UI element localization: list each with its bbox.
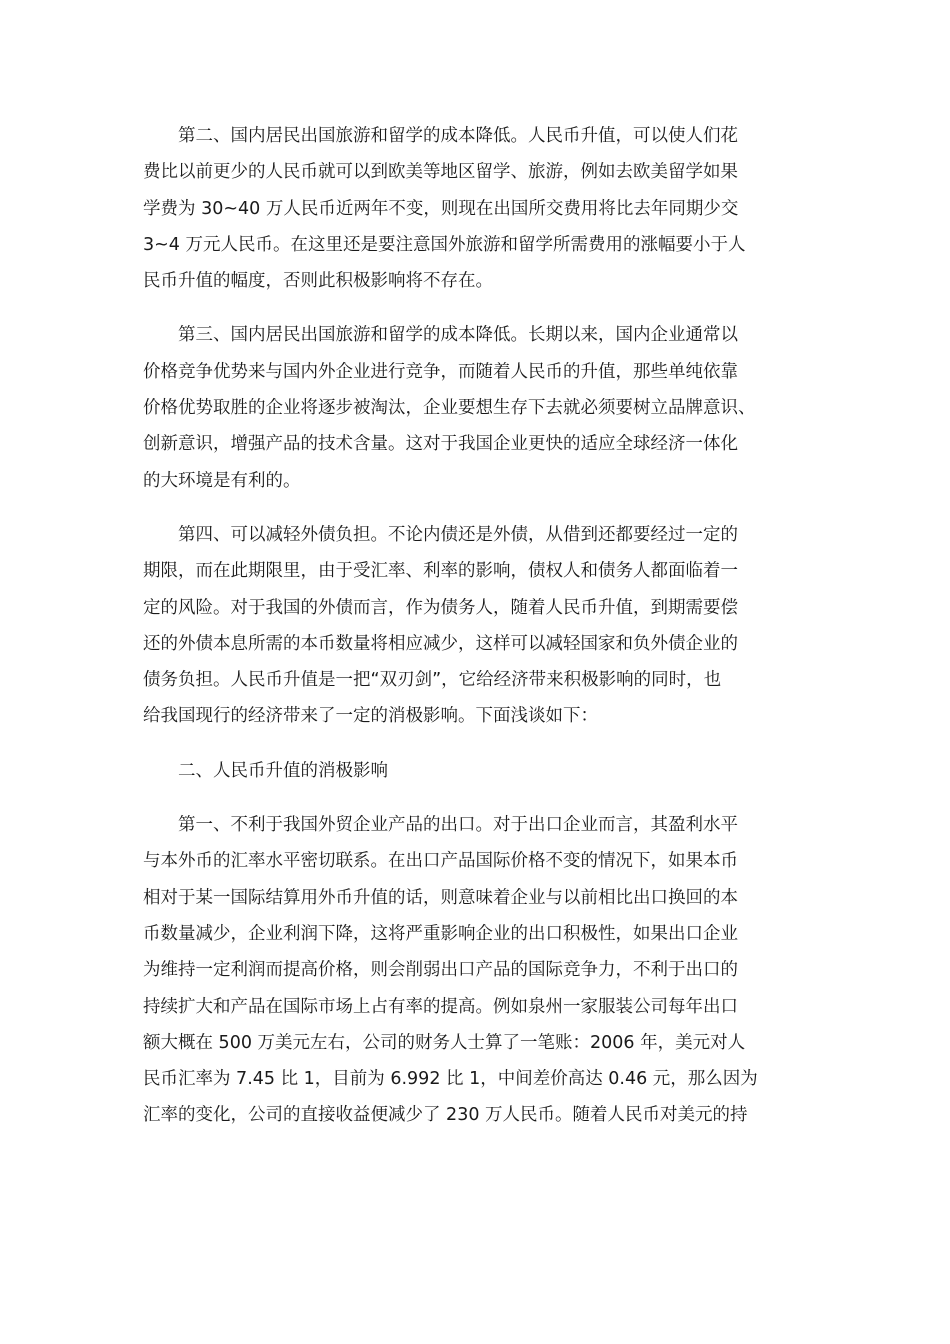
text-line: 第三、国内居民出国旅游和留学的成本降低。长期以来，国内企业通常以 [178,325,738,346]
text-line: 的大环境是有利的。 [143,470,301,491]
text-line: 汇率的变化，公司的直接收益便减少了 230 万人民币。随着人民币对美元的持 [143,1105,748,1126]
paragraph-third [143,317,809,498]
text-line: 价格优势取胜的企业将逐步被淘汰，企业要想生存下去就必须要树立品牌意识、 [143,398,756,419]
text-line: 第一、不利于我国外贸企业产品的出口。对于出口企业而言，其盈利水平 [178,815,738,836]
text-line: 民币汇率为 7.45 比 1，目前为 6.992 比 1，中间差价高达 0.46 元，那么因为 [143,1069,758,1090]
text-line: 为维持一定利润而提高价格，则会削弱出口产品的国际竞争力，不利于出口的 [143,960,738,981]
paragraph-fourth [143,517,809,735]
text-line: 债务负担。人民币升值是一把“双刃剑”，它给经济带来积极影响的同时，也 [143,670,722,691]
text-line: 与本外币的汇率水平密切联系。在出口产品国际价格不变的情况下，如果本币 [143,851,738,872]
text-line: 创新意识，增强产品的技术含量。这对于我国企业更快的适应全球经济一体化 [143,434,738,455]
text-line: 给我国现行的经济带来了一定的消极影响。下面浅谈如下： [143,706,598,727]
text-line: 3~4 万元人民币。在这里还是要注意国外旅游和留学所需费用的涨幅要小于人 [143,234,746,255]
section-heading: 二、人民币升值的消极影响 [178,760,388,781]
text-line: 额大概在 500 万美元左右，公司的财务人士算了一笔账：2006 年，美元对人 [143,1032,746,1053]
document-page [143,118,809,1152]
paragraph-first-negative [143,807,809,1134]
text-line: 还的外债本息所需的本币数量将相应减少，这样可以减轻国家和负外债企业的 [143,633,738,654]
text-line: 第二、国内居民出国旅游和留学的成本降低。人民币升值，可以使人们花 [178,126,738,146]
paragraph-second [143,118,809,299]
text-line: 费比以前更少的人民币就可以到欧美等地区留学、旅游，例如去欧美留学如果 [143,162,738,183]
text-line: 学费为 30~40 万人民币近两年不变，则现在出国所交费用将比去年同期少交 [143,198,739,219]
text-line: 持续扩大和产品在国际市场上占有率的提高。例如泉州一家服装公司每年出口 [143,996,738,1017]
text-line: 定的风险。对于我国的外债而言，作为债务人，随着人民币升值，到期需要偿 [143,597,738,618]
text-line: 期限，而在此期限里，由于受汇率、利率的影响，债权人和债务人都面临着一 [143,561,738,582]
text-line: 相对于某一国际结算用外币升值的话，则意味着企业与以前相比出口换回的本 [143,887,738,908]
text-line: 第四、可以减轻外债负担。不论内债还是外债，从借到还都要经过一定的 [178,524,738,545]
text-line: 币数量减少，企业利润下降，这将严重影响企业的出口积极性，如果出口企业 [143,923,738,944]
text-line: 价格竞争优势来与国内外企业进行竞争，而随着人民币的升值，那些单纯依靠 [143,361,738,382]
text-line: 民币升值的幅度，否则此积极影响将不存在。 [143,271,493,292]
